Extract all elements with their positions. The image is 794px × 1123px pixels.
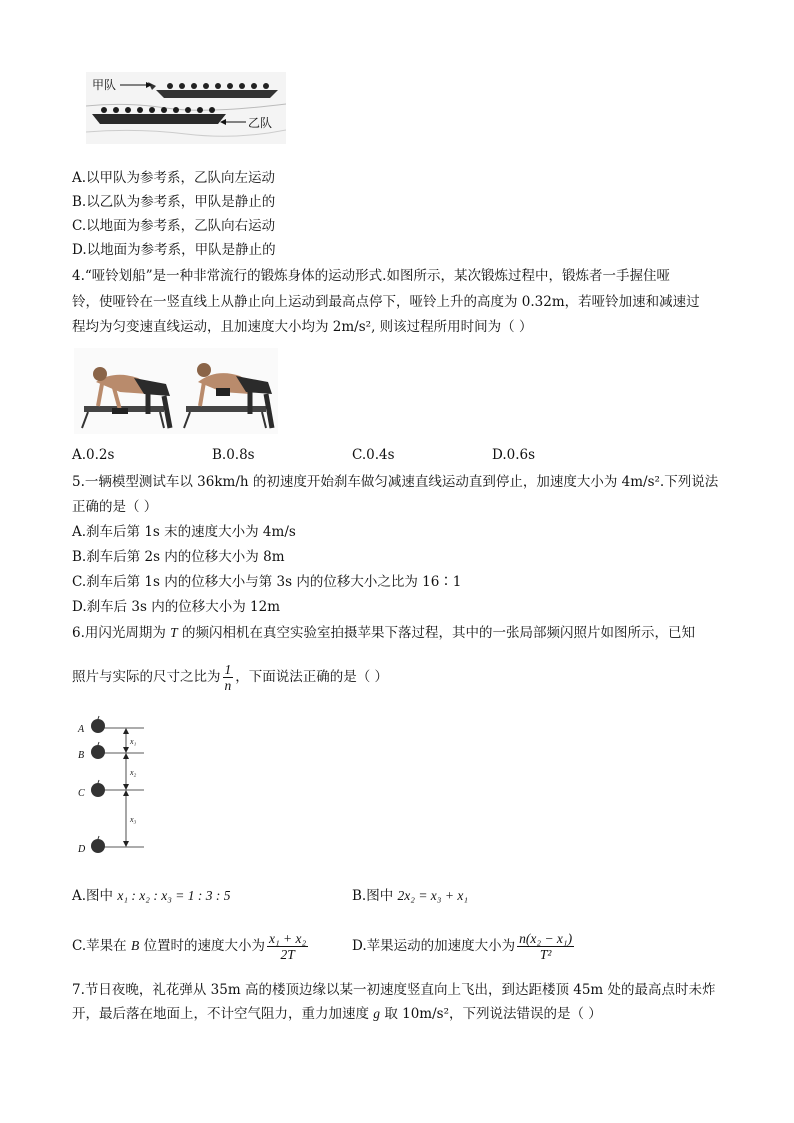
apple-label-c: C	[78, 788, 85, 799]
ratio-fraction: $\frac{1}{n}$	[224, 662, 232, 693]
q5-option-d: D.刹车后 3s 内的位移大小为 12m	[72, 599, 281, 615]
q4-option-b: B.0.8s	[212, 447, 255, 463]
q5-option-c: C.刹车后第 1s 内的位移大小与第 3s 内的位移大小之比为 16∶1	[72, 574, 462, 590]
q4-stem-line2: 铃，使哑铃在一竖直线上从静止向上运动到最高点停下，哑铃上升的高度为 0.32m，若哑铃加速和减速过	[72, 294, 700, 310]
q3-option-a: A.以甲队为参考系，乙队向左运动	[72, 170, 276, 186]
dumbbell-row-figure	[74, 348, 278, 434]
dragon-boat-figure	[86, 72, 286, 144]
q3-option-d: D.以地面为参考系，甲队是静止的	[72, 242, 276, 258]
q6-stem-line1: 6.用闪光周期为 T 的频闪相机在真空实验室拍摄苹果下落过程，其中的一张局部频闪照片如图所示，已知	[72, 625, 695, 641]
q5-option-b: B.刹车后第 2s 内的位移大小为 8m	[72, 549, 285, 565]
segment-label-x2: x₂	[130, 768, 137, 777]
apple-label-b: B	[78, 750, 85, 761]
q6-option-a: A.图中 x₁ : x₂ : x₃ = 1 : 3 : 5	[72, 888, 231, 904]
segment-label-x1: x₁	[130, 737, 137, 746]
q4-stem-line3: 程均为匀变速直线运动，且加速度大小均为 2m/s², 则该过程所用时间为（ ）	[72, 319, 533, 335]
q6-option-d: D.苹果运动的加速度大小为 $\frac{\text{n(x₂ − x₁)}}{\text{T²}}$	[352, 931, 573, 962]
team-a-label: 甲队	[92, 78, 117, 92]
q4-option-c: C.0.4s	[352, 447, 395, 463]
apple-label-d: D	[78, 844, 86, 855]
velocity-fraction: $\frac{\text{x₁ + x₂}}{2T}$	[268, 931, 307, 962]
q4-option-d: D.0.6s	[492, 447, 536, 463]
q3-option-b: B.以乙队为参考系，甲队是静止的	[72, 194, 276, 210]
acceleration-fraction: $\frac{\text{n(x₂ − x₁)}}{\text{T²}}$	[519, 931, 573, 962]
q6-stem-line2: 照片与实际的尺寸之比为 $\frac{1}{n}$ ，下面说法正确的是（ ）	[72, 662, 389, 693]
q4-option-a: A.0.2s	[72, 447, 115, 463]
q7-stem-line2: 开，最后落在地面上，不计空气阻力，重力加速度 g 取 10m/s²，下列说法错误的是（ ）	[72, 1006, 602, 1022]
apple-label-a: A	[78, 724, 85, 735]
q6-option-c: C.苹果在 B 位置时的速度大小为 $\frac{\text{x₁ + x₂}}{2T}$	[72, 931, 307, 962]
segment-label-x3: x₃	[130, 815, 137, 824]
q7-stem-line1: 7.节日夜晚，礼花弹从 35m 高的楼顶边缘以某一初速度竖直向上飞出，到达距楼顶 45m 处的最高点时未炸	[72, 982, 716, 998]
q5-stem-line1: 5.一辆模型测试车以 36km/h 的初速度开始刹车做匀减速直线运动直到停止，加速度大小为 4m/s².下列说法	[72, 474, 719, 490]
q5-option-a: A.刹车后第 1s 末的速度大小为 4m/s	[72, 524, 296, 540]
q3-option-c: C.以地面为参考系，乙队向右运动	[72, 218, 276, 234]
q5-stem-line2: 正确的是（ ）	[72, 499, 158, 515]
q6-option-b: B.图中 2x₂ = x₃ + x₁	[352, 888, 469, 904]
team-b-label: 乙队	[248, 116, 273, 130]
apple-strobe-figure	[74, 712, 154, 862]
q4-stem-line1: 4.“哑铃划船”是一种非常流行的锻炼身体的运动形式.如图所示，某次锻炼过程中，锻炼者一手握住哑	[72, 268, 670, 284]
